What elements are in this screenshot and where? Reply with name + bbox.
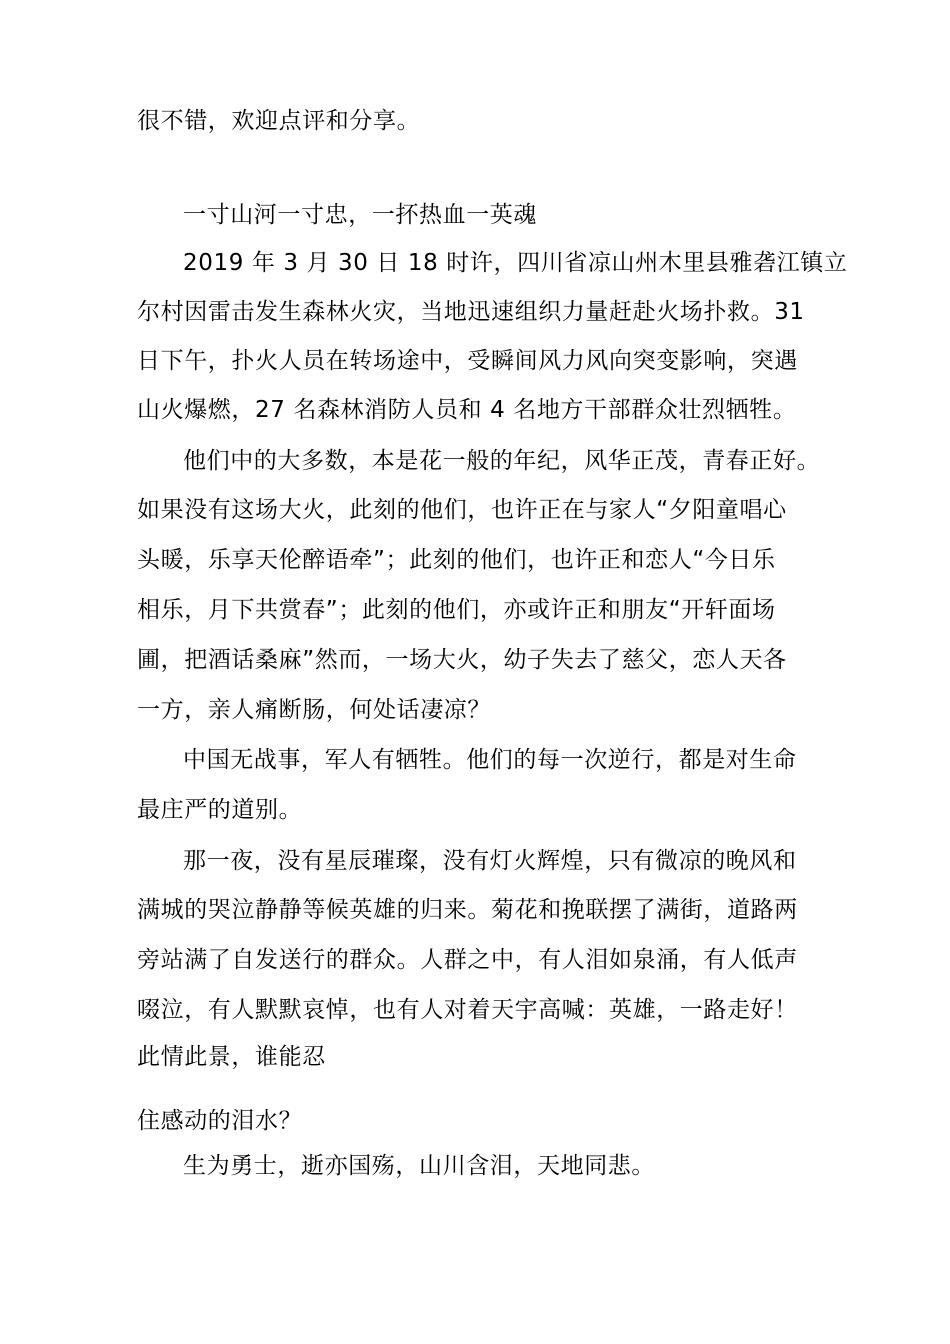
paragraph-line: 住感动的泪水？ [137, 1108, 303, 1134]
paragraph-line: 头暖，乐享天伦醉语牵”；此刻的他们，也许正和恋人“今日乐 [137, 547, 776, 573]
paragraph-line: 满城的哭泣静静等候英雄的归来。菊花和挽联摆了满街，道路两 [137, 897, 798, 923]
paragraph-line: 日下午，扑火人员在转场途中，受瞬间风力风向突变影响，突遇 [137, 348, 798, 374]
paragraph-line: 相乐，月下共赏春”；此刻的他们，亦或许正和朋友“开轩面场 [137, 597, 776, 623]
paragraph-line: 尔村因雷击发生森林火灾，当地迅速组织力量赶赴火场扑救。31 [137, 299, 805, 325]
paragraph-line: 山火爆燃，27 名森林消防人员和 4 名地方干部群众壮烈牺牲。 [137, 397, 797, 423]
paragraph-line: 生为勇士，逝亦国殇，山川含泪，天地同悲。 [183, 1153, 655, 1179]
paragraph-line: 一方，亲人痛断肠，何处话凄凉？ [137, 697, 491, 723]
article-title: 一寸山河一寸忠，一抔热血一英魂 [183, 202, 537, 228]
paragraph-line: 啜泣，有人默默哀悼，也有人对着天宇高喊：英雄，一路走好！ [137, 997, 798, 1023]
paragraph-line: 如果没有这场大火，此刻的他们，也许正在与家人“夕阳童唱心 [137, 497, 787, 523]
paragraph-line: 旁站满了自发送行的群众。人群之中，有人泪如泉涌，有人低声 [137, 947, 798, 973]
paragraph-line: 那一夜，没有星辰璀璨，没有灯火辉煌，只有微凉的晚风和 [183, 848, 797, 874]
intro-line: 很不错，欢迎点评和分享。 [137, 108, 421, 134]
paragraph-line: 此情此景，谁能忍 [137, 1044, 326, 1070]
paragraph-line: 他们中的大多数，本是花一般的年纪，风华正茂，青春正好。 [183, 448, 821, 474]
paragraph-line: 最庄严的道别。 [137, 797, 303, 823]
paragraph-line: 圃，把酒话桑麻”然而，一场大火，幼子失去了慈父，恋人天各 [137, 647, 787, 673]
paragraph-line: 中国无战事，军人有牺牲。他们的每一次逆行，都是对生命 [183, 747, 797, 773]
paragraph-line: 2019 年 3 月 30 日 18 时许，四川省凉山州木里县雅砻江镇立 [183, 250, 848, 276]
